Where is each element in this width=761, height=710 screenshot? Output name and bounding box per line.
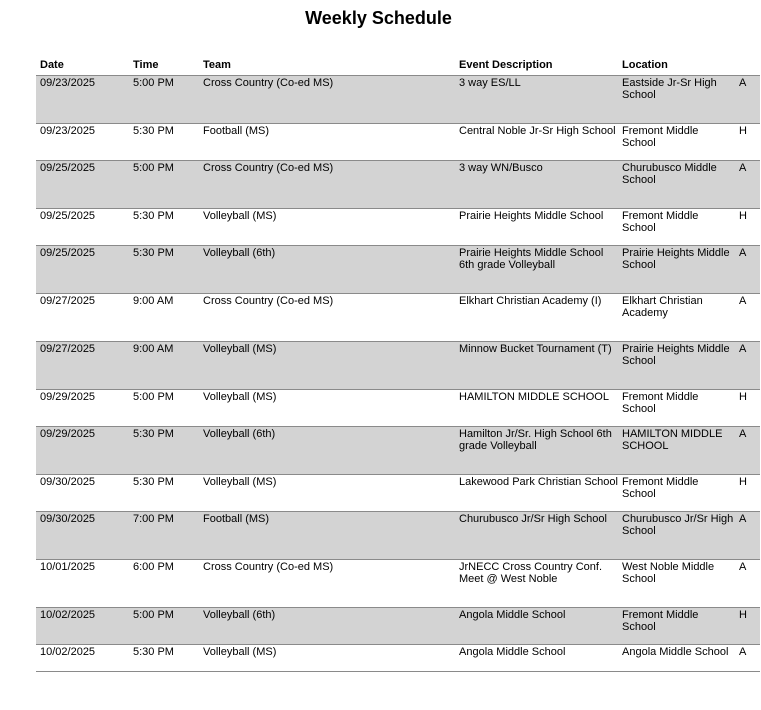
- header-location: Location: [622, 59, 668, 71]
- schedule-table: [36, 56, 760, 681]
- cell-date: 09/25/2025: [40, 247, 96, 259]
- cell-team: Volleyball (6th): [203, 247, 276, 259]
- cell-location: Fremont Middle School: [622, 476, 699, 500]
- cell-event-description: HAMILTON MIDDLE SCHOOL: [459, 391, 609, 403]
- cell-date: 09/23/2025: [40, 125, 96, 137]
- cell-date: 09/27/2025: [40, 343, 96, 355]
- cell-event-description: Lakewood Park Christian School: [459, 476, 618, 488]
- table-row: [36, 293, 760, 341]
- cell-time: 5:00 PM: [133, 391, 174, 403]
- table-bottom-rule: [36, 671, 760, 672]
- cell-event-description: Angola Middle School: [459, 609, 566, 621]
- cell-location: Fremont Middle School: [622, 125, 699, 149]
- cell-location: Prairie Heights Middle School: [622, 343, 730, 367]
- cell-date: 10/02/2025: [40, 646, 96, 658]
- cell-home-away: A: [739, 428, 747, 440]
- cell-date: 09/25/2025: [40, 210, 96, 222]
- cell-event-description: JrNECC Cross Country Conf. Meet @ West Noble: [459, 561, 603, 585]
- cell-date: 09/29/2025: [40, 391, 96, 403]
- cell-location: West Noble Middle School: [622, 561, 715, 585]
- table-row: [36, 644, 760, 681]
- cell-team: Volleyball (MS): [203, 210, 277, 222]
- cell-home-away: H: [739, 125, 747, 137]
- cell-event-description: Central Noble Jr-Sr High School: [459, 125, 616, 137]
- cell-team: Cross Country (Co-ed MS): [203, 162, 334, 174]
- cell-location: Elkhart Christian Academy: [622, 295, 703, 319]
- cell-event-description: 3 way ES/LL: [459, 77, 521, 89]
- cell-time: 5:30 PM: [133, 125, 174, 137]
- cell-location: Fremont Middle School: [622, 609, 699, 633]
- header-event-description: Event Description: [459, 59, 553, 71]
- header-team: Team: [203, 59, 231, 71]
- cell-location: Angola Middle School: [622, 646, 729, 658]
- cell-event-description: Hamilton Jr/Sr. High School 6th grade Volleyball: [459, 428, 612, 452]
- table-row: [36, 511, 760, 559]
- cell-date: 09/30/2025: [40, 476, 96, 488]
- cell-team: Volleyball (MS): [203, 476, 277, 488]
- cell-location: Churubusco Jr/Sr High School: [622, 513, 734, 537]
- cell-home-away: A: [739, 77, 747, 89]
- cell-team: Volleyball (MS): [203, 646, 277, 658]
- cell-date: 10/02/2025: [40, 609, 96, 621]
- cell-event-description: Elkhart Christian Academy (I): [459, 295, 602, 307]
- cell-location: Prairie Heights Middle School: [622, 247, 730, 271]
- cell-time: 6:00 PM: [133, 561, 174, 573]
- cell-event-description: Prairie Heights Middle School 6th grade Volleyball: [459, 247, 604, 271]
- cell-home-away: A: [739, 561, 747, 573]
- cell-location: HAMILTON MIDDLE SCHOOL: [622, 428, 723, 452]
- cell-home-away: H: [739, 476, 747, 488]
- cell-home-away: A: [739, 513, 747, 525]
- cell-date: 09/25/2025: [40, 162, 96, 174]
- cell-team: Football (MS): [203, 125, 270, 137]
- cell-event-description: Churubusco Jr/Sr High School: [459, 513, 607, 525]
- cell-time: 5:30 PM: [133, 210, 174, 222]
- cell-event-description: 3 way WN/Busco: [459, 162, 543, 174]
- header-date: Date: [40, 59, 64, 71]
- cell-home-away: A: [739, 247, 747, 259]
- cell-time: 5:30 PM: [133, 247, 174, 259]
- cell-team: Cross Country (Co-ed MS): [203, 77, 334, 89]
- cell-date: 09/30/2025: [40, 513, 96, 525]
- cell-time: 5:00 PM: [133, 609, 174, 621]
- table-header: [36, 56, 760, 75]
- cell-date: 09/27/2025: [40, 295, 96, 307]
- cell-home-away: H: [739, 609, 747, 621]
- table-row: [36, 75, 760, 123]
- table-body: [36, 75, 760, 681]
- cell-date: 10/01/2025: [40, 561, 96, 573]
- cell-event-description: Prairie Heights Middle School: [459, 210, 604, 222]
- cell-date: 09/29/2025: [40, 428, 96, 440]
- cell-team: Football (MS): [203, 513, 270, 525]
- cell-team: Cross Country (Co-ed MS): [203, 561, 334, 573]
- cell-event-description: Angola Middle School: [459, 646, 566, 658]
- table-row: [36, 208, 760, 245]
- cell-location: Fremont Middle School: [622, 391, 699, 415]
- cell-time: 5:00 PM: [133, 162, 174, 174]
- cell-team: Volleyball (MS): [203, 391, 277, 403]
- table-row: [36, 245, 760, 293]
- table-row: [36, 607, 760, 644]
- cell-time: 5:00 PM: [133, 77, 174, 89]
- table-row: [36, 341, 760, 389]
- cell-event-description: Minnow Bucket Tournament (T): [459, 343, 612, 355]
- table-row: [36, 474, 760, 511]
- cell-time: 5:30 PM: [133, 428, 174, 440]
- cell-team: Volleyball (MS): [203, 343, 277, 355]
- header-time: Time: [133, 59, 159, 71]
- cell-location: Fremont Middle School: [622, 210, 699, 234]
- cell-home-away: A: [739, 343, 747, 355]
- cell-home-away: A: [739, 646, 747, 658]
- cell-home-away: H: [739, 391, 747, 403]
- table-row: [36, 426, 760, 474]
- cell-location: Eastside Jr-Sr High School: [622, 77, 717, 101]
- cell-home-away: A: [739, 162, 747, 174]
- cell-date: 09/23/2025: [40, 77, 96, 89]
- cell-team: Volleyball (6th): [203, 428, 276, 440]
- cell-time: 5:30 PM: [133, 476, 174, 488]
- cell-team: Cross Country (Co-ed MS): [203, 295, 334, 307]
- cell-location: Churubusco Middle School: [622, 162, 717, 186]
- cell-time: 5:30 PM: [133, 646, 174, 658]
- cell-home-away: H: [739, 210, 747, 222]
- cell-team: Volleyball (6th): [203, 609, 276, 621]
- table-row: [36, 160, 760, 208]
- cell-time: 9:00 AM: [133, 343, 174, 355]
- table-row: [36, 123, 760, 160]
- table-row: [36, 389, 760, 426]
- cell-time: 9:00 AM: [133, 295, 174, 307]
- cell-time: 7:00 PM: [133, 513, 174, 525]
- page-title: Weekly Schedule: [305, 8, 452, 28]
- table-row: [36, 559, 760, 607]
- cell-home-away: A: [739, 295, 747, 307]
